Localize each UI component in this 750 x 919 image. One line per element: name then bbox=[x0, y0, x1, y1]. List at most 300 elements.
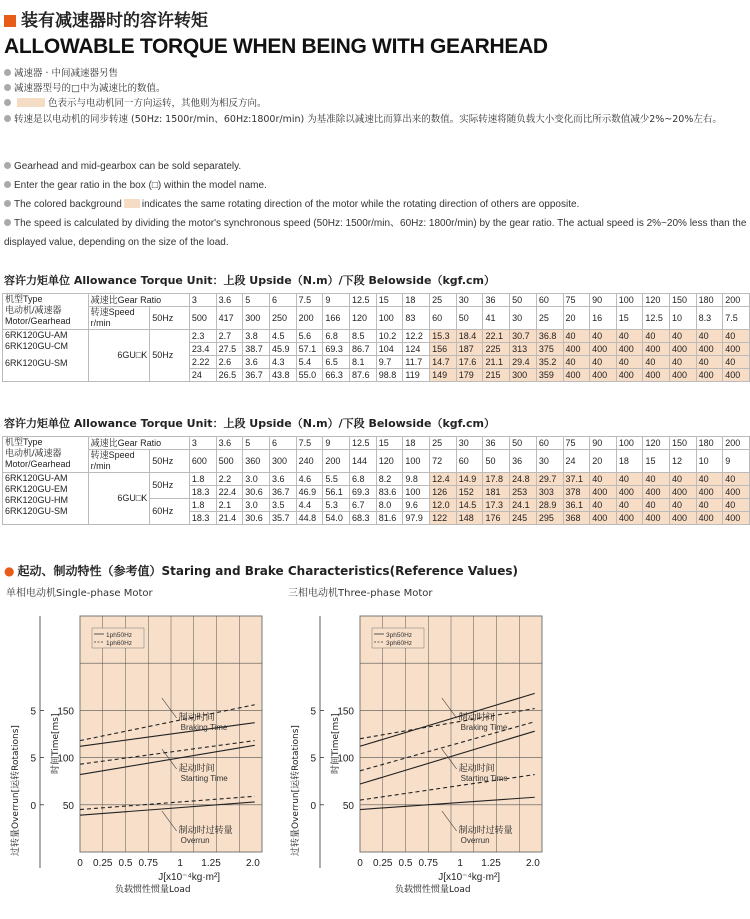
table-cell: 90 bbox=[590, 294, 617, 307]
table-cell: 2.6 bbox=[216, 356, 243, 369]
table-cell: 100 bbox=[376, 307, 403, 330]
table-cell: 120 bbox=[643, 294, 670, 307]
note-item: 减速器型号的□中为减速比的数值。 bbox=[4, 81, 748, 96]
table-cell: 10 bbox=[696, 450, 723, 473]
table-cell: 15 bbox=[376, 294, 403, 307]
table-cell: 40 bbox=[696, 330, 723, 343]
table-row bbox=[3, 307, 750, 330]
table-cell: 120 bbox=[350, 307, 377, 330]
table-cell: 36.8 bbox=[536, 330, 563, 343]
header-cell: 50Hz bbox=[150, 307, 190, 330]
table-cell: 24 bbox=[189, 369, 216, 382]
y-axis-label-overrun: 过转量Overrun[运转Rotations] bbox=[11, 725, 21, 856]
table-cell: 18.4 bbox=[456, 330, 483, 343]
table-cell: 15 bbox=[376, 437, 403, 450]
notes-list bbox=[4, 66, 748, 128]
x-axis-label: 负载惯性惯量Load bbox=[115, 885, 191, 895]
table-cell: 40 bbox=[723, 473, 750, 486]
table-cell: 12.0 bbox=[430, 499, 457, 512]
table-cell: 60 bbox=[456, 450, 483, 473]
table-cell: 30.6 bbox=[243, 486, 270, 499]
table-cell: 30.6 bbox=[243, 512, 270, 525]
torque-table-2 bbox=[2, 436, 750, 525]
header-cell: 转速Speed r/min bbox=[88, 307, 150, 330]
table-cell: 18 bbox=[403, 294, 430, 307]
table-cell: 400 bbox=[616, 486, 643, 499]
table-cell: 6.8 bbox=[350, 473, 377, 486]
table-cell: 176 bbox=[483, 512, 510, 525]
table-cell: 400 bbox=[616, 343, 643, 356]
x-axis-label-unit: J[x10⁻⁴kg·m²] bbox=[158, 872, 221, 883]
table-cell: 400 bbox=[643, 512, 670, 525]
note-item: Enter the gear ratio in the box (□) within the model name. bbox=[4, 176, 748, 195]
overrun-tick-label: 0 bbox=[30, 800, 36, 812]
table-cell: 104 bbox=[376, 343, 403, 356]
table-cell: 36 bbox=[483, 294, 510, 307]
annotation-en: Overrun bbox=[180, 836, 210, 845]
gearhead-cell: 6GU□K bbox=[88, 330, 150, 382]
y-axis-label-time: 时间Time[ms] bbox=[331, 713, 341, 774]
table-cell: 50 bbox=[510, 294, 537, 307]
table-cell: 40 bbox=[643, 499, 670, 512]
x-tick-label: 0.25 bbox=[93, 858, 113, 869]
hz-cell: 50Hz bbox=[150, 473, 190, 499]
header-cell: 减速比Gear Ratio bbox=[88, 294, 189, 307]
x-tick-label: 0.75 bbox=[418, 858, 438, 869]
legend-label: 1ph60Hz bbox=[106, 640, 133, 647]
table-cell: 30 bbox=[456, 294, 483, 307]
table-cell: 40 bbox=[616, 330, 643, 343]
table-cell: 9.6 bbox=[403, 499, 430, 512]
table-cell: 500 bbox=[189, 307, 216, 330]
table-cell: 21.4 bbox=[216, 512, 243, 525]
table-row bbox=[3, 294, 750, 307]
table-cell: 40 bbox=[670, 499, 697, 512]
header-cell: 50Hz bbox=[150, 450, 190, 473]
y-tick-label: 150 bbox=[57, 706, 74, 718]
table-cell: 180 bbox=[696, 294, 723, 307]
page-title-en: ALLOWABLE TORQUE WHEN BEING WITH GEARHEAD bbox=[4, 35, 548, 58]
table-cell: 3.6 bbox=[269, 473, 296, 486]
table-cell: 2.1 bbox=[216, 499, 243, 512]
table-cell: 81.6 bbox=[376, 512, 403, 525]
x-tick-label: 0 bbox=[77, 858, 83, 869]
table-cell: 119 bbox=[403, 369, 430, 382]
table-cell: 368 bbox=[563, 512, 590, 525]
bullet-icon bbox=[4, 69, 11, 76]
note-item: 色表示与电动机同一方向运转，其他则为相反方向。 bbox=[4, 96, 748, 111]
table-cell: 18 bbox=[403, 437, 430, 450]
table-cell: 3.8 bbox=[243, 330, 270, 343]
table-cell: 400 bbox=[696, 486, 723, 499]
table-cell: 60 bbox=[536, 437, 563, 450]
table-cell: 400 bbox=[590, 369, 617, 382]
overrun-tick-label: 0 bbox=[310, 800, 316, 812]
header-cell: 转速Speed r/min bbox=[88, 450, 150, 473]
note-item: The colored background indicates the same rotating direction of the motor while the rotating direction of others are opposite. bbox=[4, 195, 748, 214]
table-cell: 17.3 bbox=[483, 499, 510, 512]
annotation-cn: 起动时间 bbox=[178, 764, 215, 774]
table-cell: 5.6 bbox=[296, 330, 323, 343]
table-cell: 40 bbox=[590, 499, 617, 512]
table-cell: 50 bbox=[456, 307, 483, 330]
color-swatch bbox=[124, 199, 140, 208]
table-cell: 83 bbox=[403, 307, 430, 330]
x-tick-label: 0.25 bbox=[373, 858, 393, 869]
table-cell: 4.6 bbox=[296, 473, 323, 486]
table-cell: 179 bbox=[456, 369, 483, 382]
table-cell: 11.7 bbox=[403, 356, 430, 369]
table-cell: 40 bbox=[696, 356, 723, 369]
note-item: Gearhead and mid-gearbox can be sold separately. bbox=[4, 157, 748, 176]
table-cell: 124 bbox=[403, 343, 430, 356]
table-cell: 7.5 bbox=[296, 437, 323, 450]
table-cell: 200 bbox=[723, 437, 750, 450]
table-cell: 100 bbox=[616, 437, 643, 450]
table-cell: 46.9 bbox=[296, 486, 323, 499]
table-cell: 187 bbox=[456, 343, 483, 356]
table-cell: 28.9 bbox=[536, 499, 563, 512]
table-cell: 5.5 bbox=[323, 473, 350, 486]
table-cell: 40 bbox=[643, 330, 670, 343]
legend-label: 3ph60Hz bbox=[386, 640, 413, 647]
table-cell: 400 bbox=[723, 343, 750, 356]
table-cell: 30 bbox=[536, 450, 563, 473]
table-cell: 86.7 bbox=[350, 343, 377, 356]
table-cell: 29.7 bbox=[536, 473, 563, 486]
table-cell: 40 bbox=[590, 356, 617, 369]
table-cell: 9 bbox=[323, 294, 350, 307]
table-cell: 4.5 bbox=[269, 330, 296, 343]
x-tick-label: 1 bbox=[457, 858, 463, 869]
table-cell: 181 bbox=[483, 486, 510, 499]
table-cell: 25 bbox=[536, 307, 563, 330]
table-cell: 180 bbox=[696, 437, 723, 450]
y-tick-label: 100 bbox=[337, 753, 354, 765]
table-cell: 148 bbox=[456, 512, 483, 525]
table-cell: 14.5 bbox=[456, 499, 483, 512]
annotation-en: Starting Time bbox=[180, 774, 228, 783]
table-row bbox=[3, 450, 750, 473]
table-row bbox=[3, 437, 750, 450]
table-cell: 36.1 bbox=[563, 499, 590, 512]
table-cell: 25 bbox=[430, 437, 457, 450]
table-cell: 50 bbox=[510, 437, 537, 450]
table-cell: 400 bbox=[696, 512, 723, 525]
x-tick-label: 0 bbox=[357, 858, 363, 869]
table-cell: 66.3 bbox=[323, 369, 350, 382]
table-cell: 14.9 bbox=[456, 473, 483, 486]
table-cell: 40 bbox=[643, 473, 670, 486]
table-cell: 44.8 bbox=[296, 512, 323, 525]
table-cell: 20 bbox=[590, 450, 617, 473]
table-cell: 12.4 bbox=[430, 473, 457, 486]
table-cell: 15.3 bbox=[430, 330, 457, 343]
bullet-icon bbox=[4, 162, 11, 169]
x-tick-label: 1 bbox=[177, 858, 183, 869]
color-swatch bbox=[17, 98, 45, 107]
table-cell: 17.8 bbox=[483, 473, 510, 486]
annotation-en: Overrun bbox=[460, 836, 490, 845]
overrun-tick-label: 5 bbox=[30, 753, 36, 765]
annotation-cn: 制动时过转量 bbox=[178, 826, 233, 836]
table-cell: 87.6 bbox=[350, 369, 377, 382]
annotation-cn: 制动时间 bbox=[178, 713, 215, 723]
table-cell: 3.6 bbox=[216, 437, 243, 450]
table-cell: 417 bbox=[216, 307, 243, 330]
table-cell: 6 bbox=[269, 294, 296, 307]
x-tick-label: 1.25 bbox=[481, 858, 501, 869]
chart-three-phase bbox=[280, 598, 570, 916]
table-cell: 200 bbox=[296, 307, 323, 330]
table-cell: 36.7 bbox=[243, 369, 270, 382]
table-cell: 8.2 bbox=[376, 473, 403, 486]
bullet-icon bbox=[4, 115, 11, 122]
table-cell: 36 bbox=[510, 450, 537, 473]
table-cell: 41 bbox=[483, 307, 510, 330]
gearhead-cell: 6GU□K bbox=[88, 473, 150, 525]
table-cell: 15 bbox=[643, 450, 670, 473]
table-cell: 295 bbox=[536, 512, 563, 525]
table-cell: 3 bbox=[189, 437, 216, 450]
table-cell: 18 bbox=[616, 450, 643, 473]
table-cell: 35.7 bbox=[269, 512, 296, 525]
table-cell: 500 bbox=[216, 450, 243, 473]
table-cell: 56.1 bbox=[323, 486, 350, 499]
table-cell: 15 bbox=[616, 307, 643, 330]
table-cell: 75 bbox=[563, 437, 590, 450]
table-cell: 30 bbox=[456, 437, 483, 450]
y-tick-label: 50 bbox=[62, 800, 74, 812]
table-cell: 40 bbox=[670, 330, 697, 343]
annotation-en: Starting Time bbox=[460, 774, 508, 783]
charts-section-title: ● 起动、制动特性（参考值）Staring and Brake Characteristics(Reference Values) bbox=[4, 564, 518, 578]
table-cell: 360 bbox=[243, 450, 270, 473]
x-axis-label: 负载惯性惯量Load bbox=[395, 885, 471, 895]
table-cell: 54.0 bbox=[323, 512, 350, 525]
table-cell: 200 bbox=[723, 294, 750, 307]
hz-cell: 50Hz bbox=[150, 330, 190, 382]
table-cell: 120 bbox=[376, 450, 403, 473]
table-cell: 100 bbox=[403, 486, 430, 499]
y-tick-label: 50 bbox=[342, 800, 354, 812]
table-cell: 40 bbox=[590, 473, 617, 486]
section-marker-icon bbox=[4, 15, 16, 27]
table-cell: 40 bbox=[616, 356, 643, 369]
table-cell: 40 bbox=[616, 499, 643, 512]
table-cell: 37.1 bbox=[563, 473, 590, 486]
table-cell: 9.7 bbox=[376, 356, 403, 369]
table-cell: 57.1 bbox=[296, 343, 323, 356]
table-cell: 9.8 bbox=[403, 473, 430, 486]
table-cell: 35.2 bbox=[536, 356, 563, 369]
table-cell: 300 bbox=[243, 307, 270, 330]
y-tick-label: 100 bbox=[57, 753, 74, 765]
table-cell: 12.5 bbox=[643, 307, 670, 330]
table-cell: 400 bbox=[590, 486, 617, 499]
table-cell: 40 bbox=[643, 356, 670, 369]
table-cell: 245 bbox=[510, 512, 537, 525]
table-cell: 20 bbox=[563, 307, 590, 330]
table-cell: 152 bbox=[456, 486, 483, 499]
table1-section-title: 容许力矩单位 Allowance Torque Unit：上段 Upside（N.m）/下段 Belowside（kgf.cm） bbox=[4, 274, 495, 287]
table-cell: 97.9 bbox=[403, 512, 430, 525]
table-cell: 75 bbox=[563, 294, 590, 307]
table-cell: 400 bbox=[670, 369, 697, 382]
table-cell: 14.7 bbox=[430, 356, 457, 369]
table-cell: 400 bbox=[670, 486, 697, 499]
table-cell: 60 bbox=[430, 307, 457, 330]
table-cell: 6.7 bbox=[350, 499, 377, 512]
table-cell: 40 bbox=[723, 499, 750, 512]
table-cell: 400 bbox=[670, 343, 697, 356]
table-cell: 55.0 bbox=[296, 369, 323, 382]
table-cell: 400 bbox=[563, 343, 590, 356]
table-cell: 150 bbox=[670, 437, 697, 450]
table-cell: 9 bbox=[723, 450, 750, 473]
table-cell: 30.7 bbox=[510, 330, 537, 343]
table-cell: 98.8 bbox=[376, 369, 403, 382]
x-tick-label: 2.0 bbox=[245, 858, 260, 869]
table-cell: 40 bbox=[670, 473, 697, 486]
table-cell: 2.7 bbox=[216, 330, 243, 343]
table-cell: 8.5 bbox=[350, 330, 377, 343]
table-cell: 24.8 bbox=[510, 473, 537, 486]
table-cell: 17.6 bbox=[456, 356, 483, 369]
table-cell: 40 bbox=[590, 330, 617, 343]
hz-cell: 60Hz bbox=[150, 499, 190, 525]
legend-label: 1ph50Hz bbox=[106, 632, 133, 639]
table-cell: 400 bbox=[590, 343, 617, 356]
table-cell: 2.3 bbox=[189, 330, 216, 343]
notes-list-en bbox=[4, 157, 748, 252]
table-cell: 5 bbox=[243, 294, 270, 307]
overrun-tick-label: 5 bbox=[30, 706, 36, 718]
table-cell: 3.0 bbox=[243, 499, 270, 512]
table-cell: 69.3 bbox=[323, 343, 350, 356]
table-cell: 6.5 bbox=[323, 356, 350, 369]
table-cell: 122 bbox=[430, 512, 457, 525]
table-cell: 400 bbox=[723, 486, 750, 499]
overrun-tick-label: 5 bbox=[310, 706, 316, 718]
table-cell: 156 bbox=[430, 343, 457, 356]
table-cell: 22.1 bbox=[483, 330, 510, 343]
table-cell: 400 bbox=[696, 343, 723, 356]
table-cell: 25 bbox=[430, 294, 457, 307]
table-cell: 1.8 bbox=[189, 499, 216, 512]
table-cell: 68.3 bbox=[350, 512, 377, 525]
table-cell: 166 bbox=[323, 307, 350, 330]
table-cell: 7.5 bbox=[296, 294, 323, 307]
table-cell: 18.3 bbox=[189, 486, 216, 499]
table-cell: 400 bbox=[670, 512, 697, 525]
table-cell: 149 bbox=[430, 369, 457, 382]
table-cell: 69.3 bbox=[350, 486, 377, 499]
table-cell: 45.9 bbox=[269, 343, 296, 356]
annotation-en: Braking Time bbox=[180, 723, 228, 732]
note-item: 转速是以电动机的同步转速 (50Hz: 1500r/min、60Hz:1800r/min) 为基准除以减速比而算出来的数值。实际转速将随负载大小变化而比所示数值减少2%~20%左右。 bbox=[4, 111, 748, 128]
table-row bbox=[3, 473, 750, 486]
x-tick-label: 0.75 bbox=[138, 858, 158, 869]
table-cell: 10.2 bbox=[376, 330, 403, 343]
table-cell: 5 bbox=[243, 437, 270, 450]
table-cell: 8.0 bbox=[376, 499, 403, 512]
table-cell: 8.3 bbox=[696, 307, 723, 330]
table-cell: 5.3 bbox=[323, 499, 350, 512]
table-cell: 8.1 bbox=[350, 356, 377, 369]
table-cell: 90 bbox=[590, 437, 617, 450]
table-cell: 150 bbox=[670, 294, 697, 307]
table-row bbox=[3, 330, 750, 343]
bullet-icon bbox=[4, 181, 11, 188]
annotation-cn: 制动时过转量 bbox=[458, 826, 513, 836]
table-cell: 40 bbox=[670, 356, 697, 369]
table-cell: 144 bbox=[350, 450, 377, 473]
table-cell: 313 bbox=[510, 343, 537, 356]
y-axis-label-overrun: 过转量Overrun[运转Rotations] bbox=[291, 725, 301, 856]
bullet-icon bbox=[4, 99, 11, 106]
torque-table-1 bbox=[2, 293, 750, 382]
table-cell: 400 bbox=[616, 512, 643, 525]
table-cell: 40 bbox=[563, 356, 590, 369]
table-cell: 40 bbox=[696, 473, 723, 486]
table-cell: 300 bbox=[510, 369, 537, 382]
overrun-tick-label: 5 bbox=[310, 753, 316, 765]
note-item: 减速器 · 中间减速器另售 bbox=[4, 66, 748, 81]
model-cell: 6RK120GU-AM 6RK120GU-EM 6RK120GU-HM 6RK120GU-SM bbox=[3, 473, 89, 525]
x-tick-label: 2.0 bbox=[525, 858, 540, 869]
bullet-icon bbox=[4, 84, 11, 91]
table-cell: 40 bbox=[616, 473, 643, 486]
table-cell: 40 bbox=[696, 499, 723, 512]
table-cell: 40 bbox=[563, 330, 590, 343]
table-cell: 29.4 bbox=[510, 356, 537, 369]
legend-label: 3ph50Hz bbox=[386, 632, 413, 639]
table-cell: 7.5 bbox=[723, 307, 750, 330]
table-cell: 240 bbox=[296, 450, 323, 473]
x-tick-label: 0.5 bbox=[398, 858, 413, 869]
table-cell: 26.5 bbox=[216, 369, 243, 382]
table-cell: 24 bbox=[563, 450, 590, 473]
table-cell: 40 bbox=[723, 330, 750, 343]
table-cell: 400 bbox=[723, 512, 750, 525]
table-cell: 253 bbox=[510, 486, 537, 499]
header-cell: 减速比Gear Ratio bbox=[88, 437, 189, 450]
table-cell: 400 bbox=[696, 369, 723, 382]
header-cell: 机型Type 电动机/减速器 Motor/Gearhead bbox=[3, 437, 89, 473]
table-cell: 100 bbox=[403, 450, 430, 473]
table-cell: 3.5 bbox=[269, 499, 296, 512]
table-cell: 400 bbox=[723, 369, 750, 382]
table-cell: 12.2 bbox=[403, 330, 430, 343]
table2-section-title: 容许力矩单位 Allowance Torque Unit：上段 Upside（N.m）/下段 Belowside（kgf.cm） bbox=[4, 417, 495, 430]
table-cell: 12 bbox=[670, 450, 697, 473]
table-cell: 27.5 bbox=[216, 343, 243, 356]
table-cell: 21.1 bbox=[483, 356, 510, 369]
bullet-icon bbox=[4, 200, 11, 207]
table-cell: 215 bbox=[483, 369, 510, 382]
table-cell: 225 bbox=[483, 343, 510, 356]
table-cell: 100 bbox=[616, 294, 643, 307]
y-axis-label-time: 时间Time[ms] bbox=[51, 713, 61, 774]
bullet-icon bbox=[4, 219, 11, 226]
annotation-cn: 制动时间 bbox=[458, 713, 495, 723]
annotation-en: Braking Time bbox=[460, 723, 508, 732]
table-cell: 30 bbox=[510, 307, 537, 330]
table-cell: 1.8 bbox=[189, 473, 216, 486]
table-cell: 36.7 bbox=[269, 486, 296, 499]
table-cell: 378 bbox=[563, 486, 590, 499]
